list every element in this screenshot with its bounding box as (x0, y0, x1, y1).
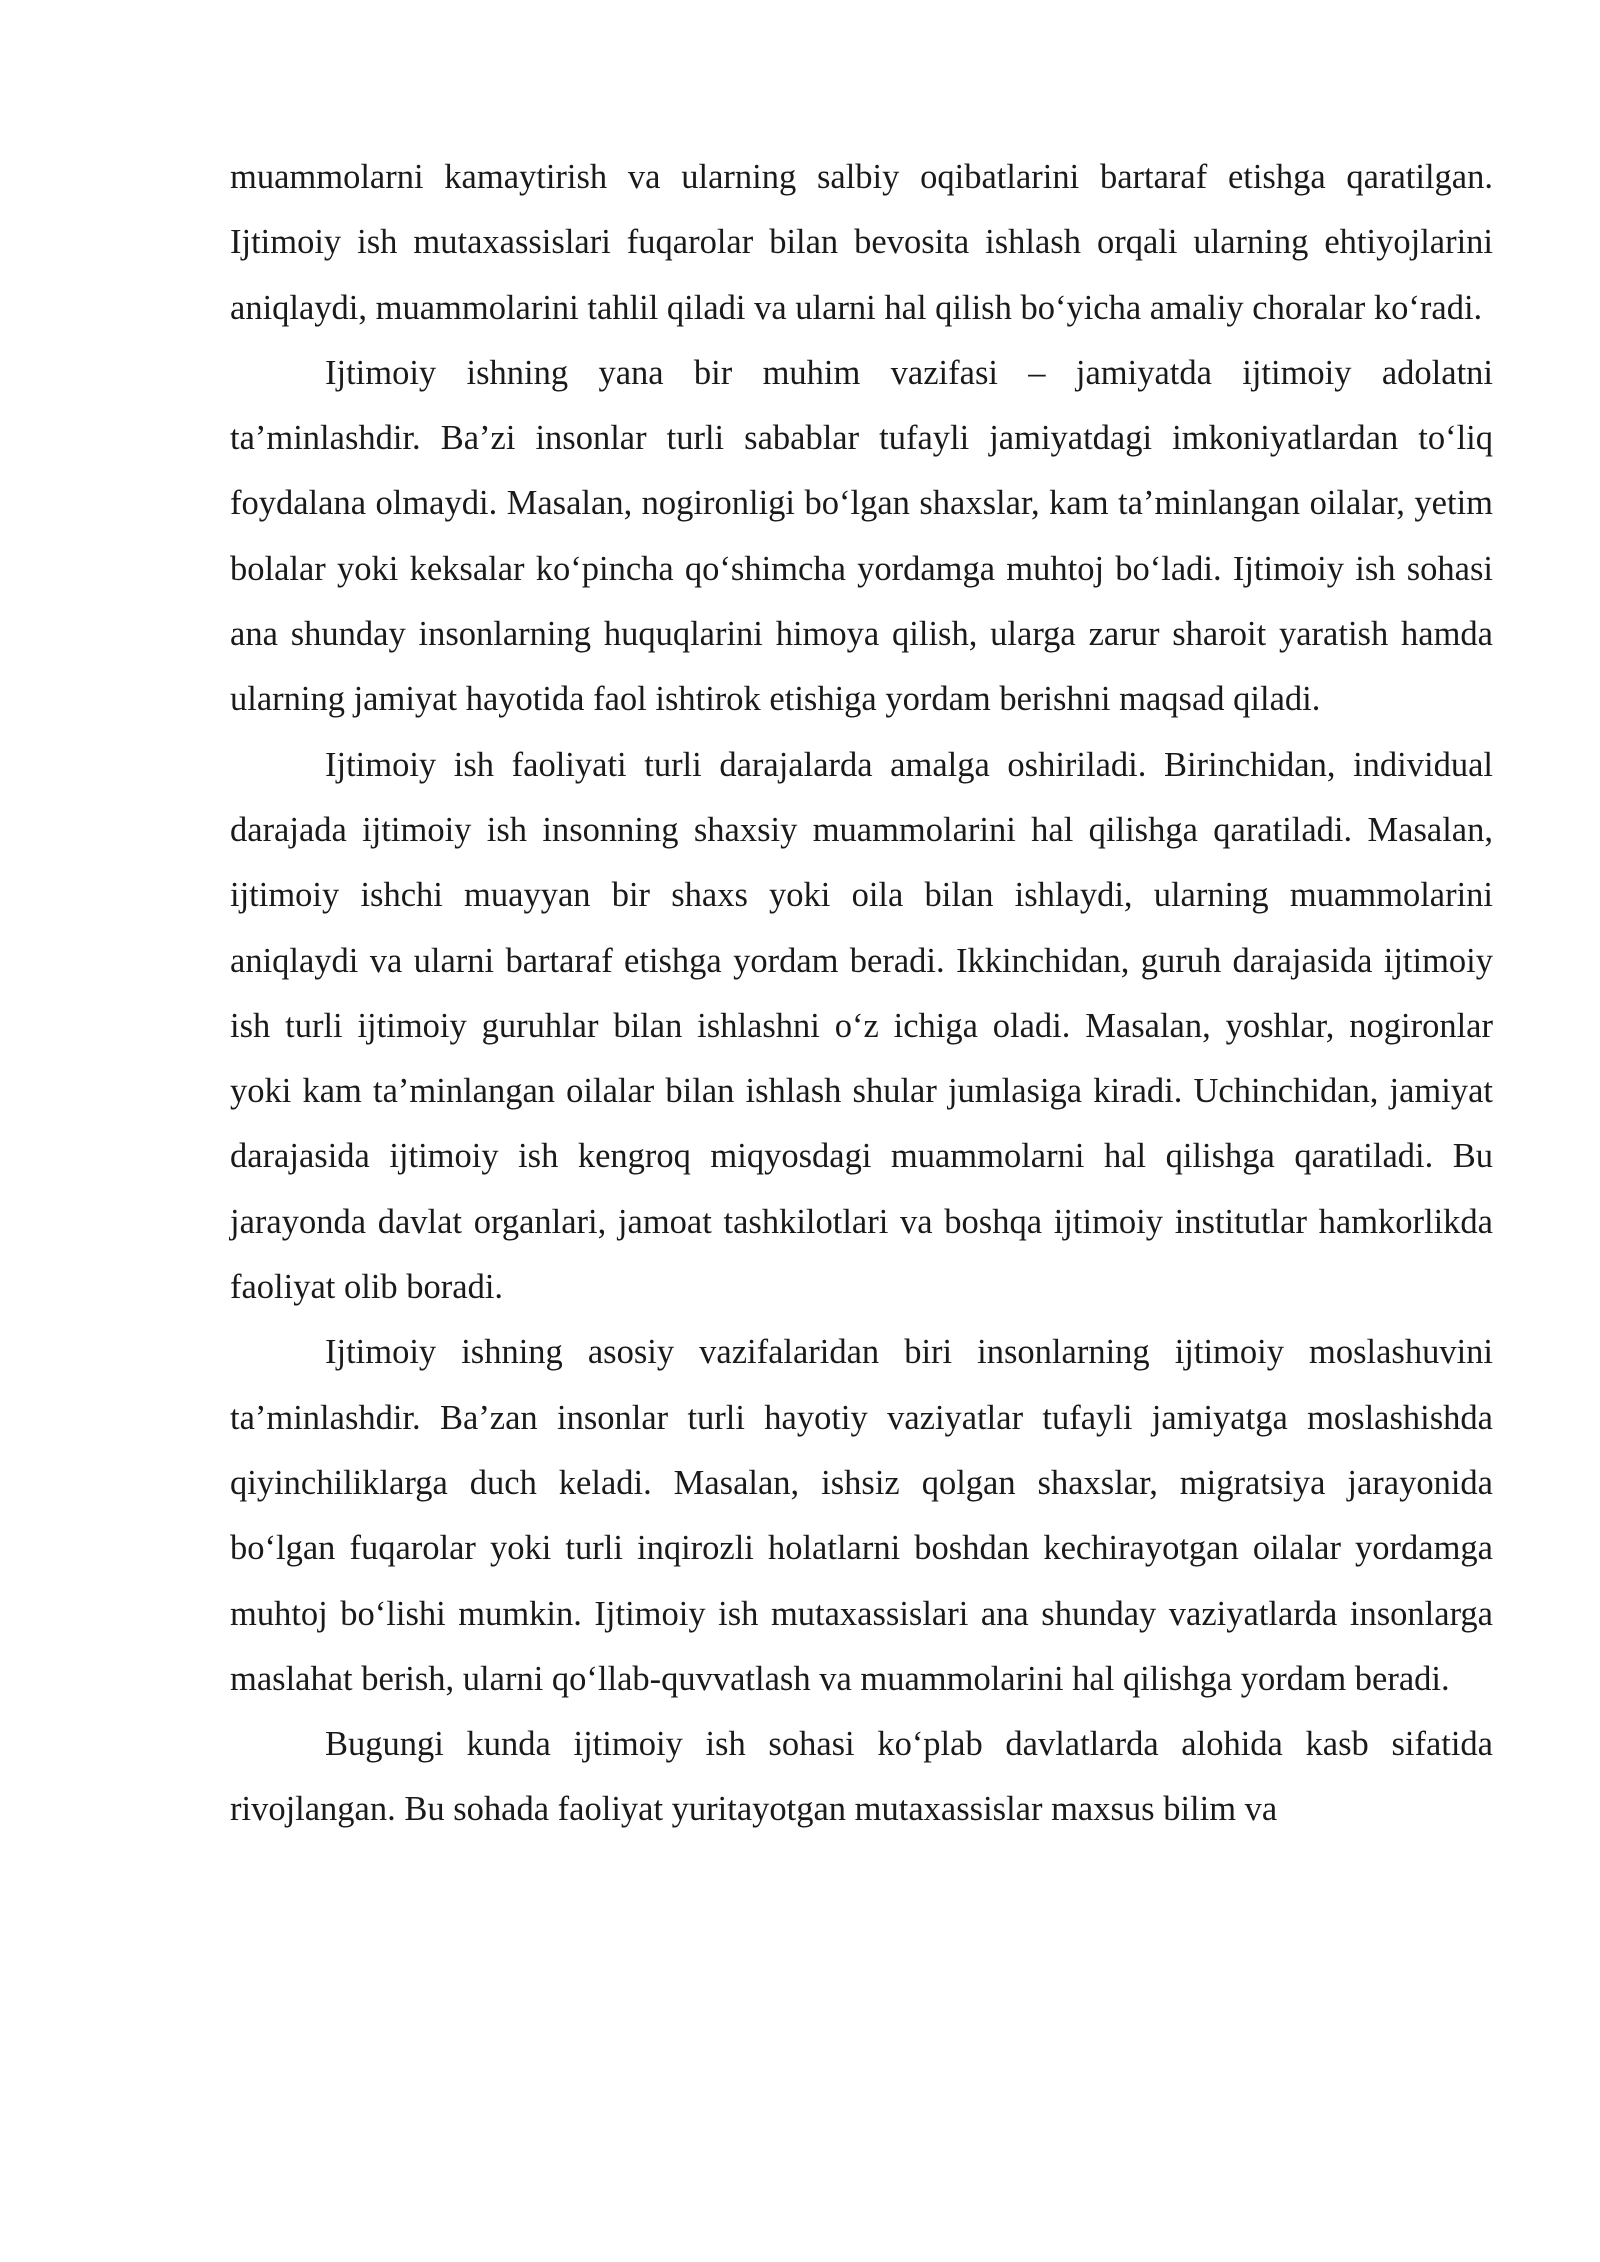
paragraph-4: Ijtimoiy ishning asosiy vazifalaridan biri insonlarning ijtimoiy moslashuvini ta’minlashdir. Ba’zan insonlar turli hayotiy vaziyatlar tufayli jamiyatga moslashishda qiyinchiliklarga duch keladi. Masalan, ishsiz qolgan shaxslar, migratsiya jarayonida bo‘lgan fuqarolar yoki turli inqirozli holatlarni boshdan kechirayotgan oilalar yordamga muhtoj bo‘lishi mumkin. Ijtimoiy ish mutaxassislari ana shunday vaziyatlarda insonlarga maslahat berish, ularni qo‘llab-quvvatlash va muammolarini hal qilishga yordam beradi. (230, 1333, 1493, 1698)
paragraph-2: Ijtimoiy ishning yana bir muhim vazifasi – jamiyatda ijtimoiy adolatni ta’minlashdir. Ba’zi insonlar turli sabablar tufayli jamiyatdagi imkoniyatlardan to‘liq foydalana olmaydi. Masalan, nogironligi bo‘lgan shaxslar, kam ta’minlangan oilalar, yetim bolalar yoki keksalar ko‘pincha qo‘shimcha yordamga muhtoj bo‘ladi. Ijtimoiy ish sohasi ana shunday insonlarning huquqlarini himoya qilish, ularga zarur sharoit yaratish hamda ularning jamiyat hayotida faol ishtirok etishiga yordam berishni maqsad qiladi. (230, 353, 1493, 719)
paragraph-5: Bugungi kunda ijtimoiy ish sohasi ko‘plab davlatlarda alohida kasb sifatida rivojlangan. Bu sohada faoliyat yuritayotgan mutaxassislar maxsus bilim va (230, 1725, 1493, 1829)
paragraph-1: muammolarni kamaytirish va ularning salbiy oqibatlarini bartaraf etishga qaratilgan. Ijtimoiy ish mutaxassislari fuqarolar bilan bevosita ishlash orqali ularning ehtiyojlarini aniqlaydi, muammolarini tahlil qiladi va ularni hal qilish bo‘yicha amaliy choralar ko‘radi. (230, 158, 1493, 327)
paragraph-3: Ijtimoiy ish faoliyati turli darajalarda amalga oshiriladi. Birinchidan, individual darajada ijtimoiy ish insonning shaxsiy muammolarini hal qilishga qaratiladi. Masalan, ijtimoiy ishchi muayyan bir shaxs yoki oila bilan ishlaydi, ularning muammolarini aniqlaydi va ularni bartaraf etishga yordam beradi. Ikkinchidan, guruh darajasida ijtimoiy ish turli ijtimoiy guruhlar bilan ishlashni o‘z ichiga oladi. Masalan, yoshlar, nogironlar yoki kam ta’minlangan oilalar bilan ishlash shular jumlasiga kiradi. Uchinchidan, jamiyat darajasida ijtimoiy ish kengroq miqyosdagi muammolarni hal qilishga qaratiladi. Bu jarayonda davlat organlari, jamoat tashkilotlari va boshqa ijtimoiy institutlar hamkorlikda faoliyat olib boradi. (230, 745, 1493, 1307)
document-body (230, 145, 1493, 1843)
